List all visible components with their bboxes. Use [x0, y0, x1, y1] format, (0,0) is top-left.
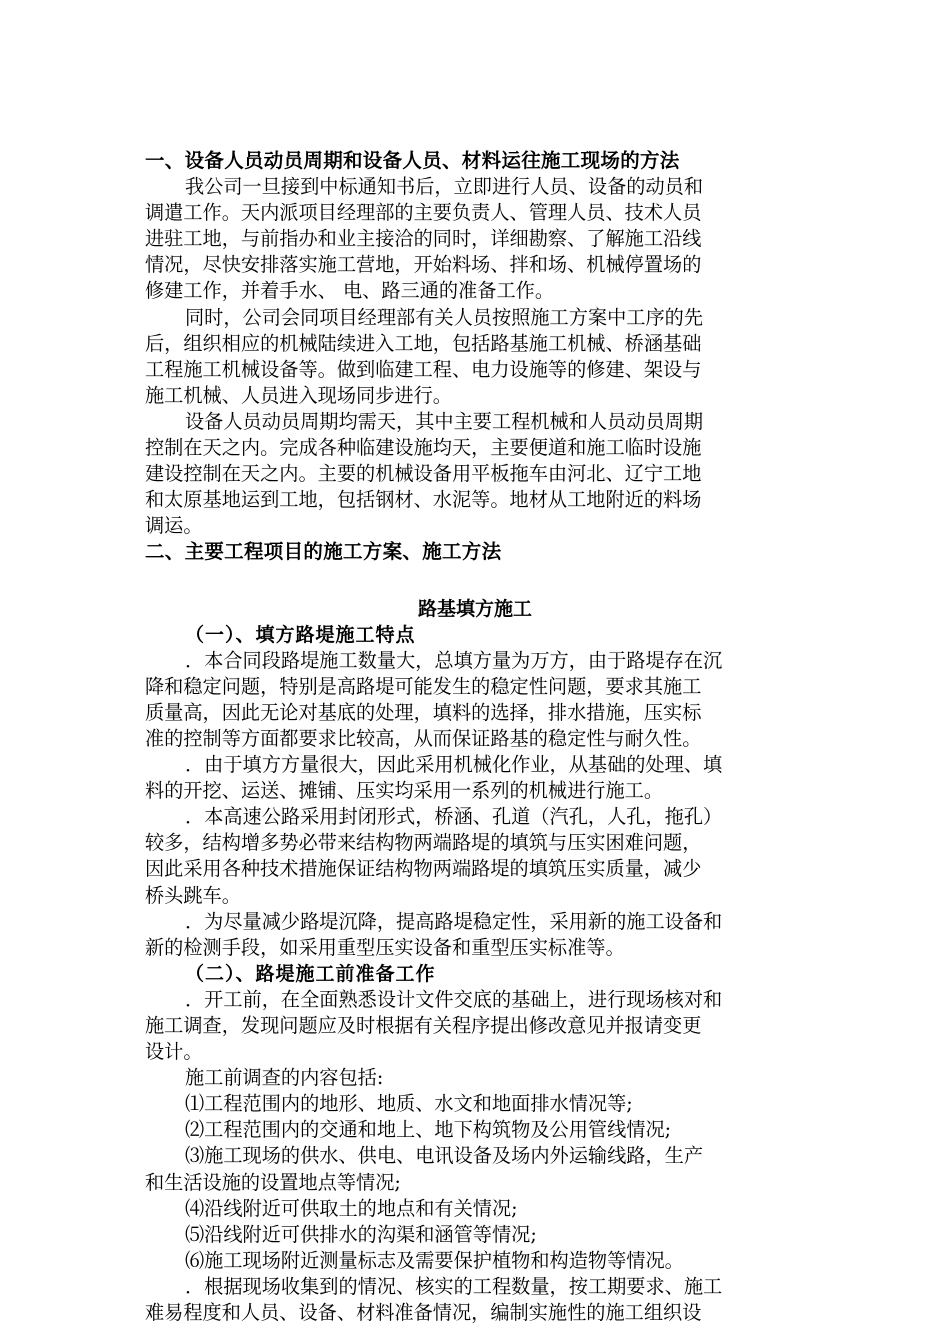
text-line: 新的检测手段，如采用重型压实设备和重型压实标准等。	[145, 935, 625, 959]
text-line: 同时，公司会同项目经理部有关人员按照施工方案中工序的先	[185, 305, 704, 329]
text-line: 控制在天之内。完成各种临建设施均天，主要便道和施工临时设施	[145, 436, 702, 460]
section-1-paragraph-3	[145, 409, 805, 539]
list-item: ⑷沿线附近可供取土的地点和有关情况;	[185, 1196, 518, 1220]
text-line: 修建工作，并着手水、 电、路三通的准备工作。	[145, 279, 555, 303]
survey-list	[145, 1091, 805, 1274]
section-2-title: 二、主要工程项目的施工方案、施工方法	[145, 540, 502, 564]
section-1-paragraph-2	[145, 305, 805, 409]
subsection-2-paragraph-2	[145, 1274, 805, 1326]
text-line: 难易程度和人员、设备、材料准备情况，编制实施性的施工组织设	[145, 1301, 702, 1325]
text-line: ．本高速公路采用封闭形式，桥涵、孔道（汽孔，人孔，拖孔）	[185, 805, 723, 829]
subsection-1-paragraph-3	[145, 804, 805, 908]
subsection-2-paragraph-1	[145, 987, 805, 1065]
subsection-1-title: （一）、填方路堤施工特点	[185, 623, 416, 646]
text-line: 料的开挖、运送、摊铺、压实均采用一系列的机械进行施工。	[145, 779, 664, 803]
list-item: ⑴工程范围内的地形、地质、水文和地面排水情况等;	[185, 1092, 633, 1116]
section-1-title: 一、设备人员动员周期和设备人员、材料运往施工现场的方法	[145, 149, 680, 172]
subsection-1-paragraph-1	[145, 648, 805, 752]
text-line: 和太原基地运到工地，包括钢材、水泥等。地材从工地附近的料场	[145, 488, 702, 512]
text-line: ．由于填方方量很大，因此采用机械化作业，从基础的处理、填	[185, 753, 723, 777]
list-item-continuation: 和生活设施的设置地点等情况;	[145, 1170, 401, 1194]
subsection-1-paragraph-2	[145, 752, 805, 804]
text-line: 质量高，因此无论对基底的处理，填料的选择，排水措施，压实标	[145, 700, 702, 724]
list-item: ⑶施工现场的供水、供电、电讯设备及场内外运输线路，生产	[185, 1144, 704, 1168]
survey-intro: 施工前调查的内容包括:	[185, 1066, 384, 1090]
text-line: 调运。	[145, 514, 203, 538]
text-line: ．开工前，在全面熟悉设计文件交底的基础上，进行现场核对和	[185, 987, 723, 1011]
text-line: 准的控制等方面都要求比较高，从而保证路基的稳定性与耐久性。	[145, 726, 702, 750]
list-item: ⑹施工现场附近测量标志及需要保护植物和构造物等情况。	[185, 1248, 684, 1272]
text-line: 工程施工机械设备等。做到临建工程、电力设施等的修建、架设与	[145, 357, 702, 381]
document-page	[145, 148, 805, 1326]
text-line: 建设控制在天之内。主要的机械设备用平板拖车由河北、辽宁工地	[145, 462, 702, 486]
text-line: 施工机械、人员进入现场同步进行。	[145, 383, 452, 407]
list-item: ⑵工程范围内的交通和地上、地下构筑物及公用管线情况;	[185, 1118, 672, 1142]
text-line: 桥头跳车。	[145, 883, 241, 907]
text-line: 后，组织相应的机械陆续进入工地，包括路基施工机械、桥涵基础	[145, 331, 702, 355]
text-line: 我公司一旦接到中标通知书后，立即进行人员、设备的动员和	[185, 175, 704, 199]
text-line: 施工调查，发现问题应及时根据有关程序提出修改意见并报请变更	[145, 1014, 702, 1037]
text-line: 设备人员动员周期均需天，其中主要工程机械和人员动员周期	[185, 409, 704, 433]
text-line: 设计。	[145, 1040, 203, 1064]
subsection-1-paragraph-4	[145, 909, 805, 961]
section-1-paragraph-1	[145, 174, 805, 304]
text-line: ．为尽量减少路堤沉降，提高路堤稳定性，采用新的施工设备和	[185, 909, 723, 933]
text-line: 较多，结构增多势必带来结构物两端路堤的填筑与压实困难问题，	[145, 831, 702, 855]
text-line: 降和稳定问题，特别是高路堤可能发生的稳定性问题，要求其施工	[145, 674, 702, 698]
center-heading: 路基填方施工	[417, 597, 532, 620]
text-line: 因此采用各种技术措施保证结构物两端路堤的填筑压实质量，减少	[145, 857, 702, 881]
text-line: ．根据现场收集到的情况、核实的工程数量，按工期要求、施工	[185, 1274, 723, 1298]
text-line: 进驻工地，与前指办和业主接洽的同时，详细勘察、了解施工沿线	[145, 227, 702, 251]
text-line: 情况，尽快安排落实施工营地，开始料场、拌和场、机械停置场的	[145, 253, 702, 277]
list-item: ⑸沿线附近可供排水的沟渠和涵管等情况;	[185, 1222, 537, 1246]
text-line: 调遣工作。天内派项目经理部的主要负责人、管理人员、技术人员	[145, 201, 702, 225]
text-line: ．本合同段路堤施工数量大，总填方量为万方，由于路堤存在沉	[185, 648, 723, 672]
subsection-2-title: （二）、路堤施工前准备工作	[185, 962, 436, 985]
